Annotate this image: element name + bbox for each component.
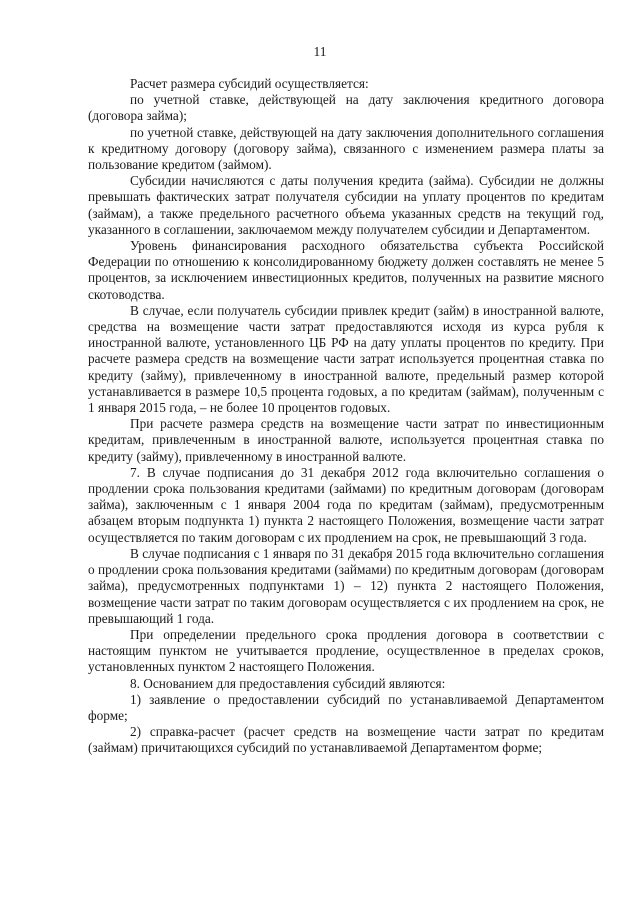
paragraph-item-8: 8. Основанием для предоставления субсидий являются: xyxy=(130,675,446,691)
document-body xyxy=(88,76,604,757)
page-number: 11 xyxy=(313,44,327,59)
paragraph-financing-level: Уровень финансирования расходного обязательства субъекта Российской Федерации по отношению к консолидированному бюджету должен составлять не менее 5 процентов, за исключением инвестиционных кредитов, полученных на развитие мясного скотоводства. xyxy=(88,238,604,302)
paragraph-rate-additional-agreement: по учетной ставке, действующей на дату заключения дополнительного соглашения к кредитному договору (договору займа), связанного с изменением размера платы за пользование кредитом (займом). xyxy=(88,124,604,173)
paragraph-foreign-currency-loan: В случае, если получатель субсидии привлек кредит (займ) в иностранной валюте, средства на возмещение части затрат предоставляются исходя из курса рубля к иностранной валюте, установленного ЦБ РФ на дату уплаты процентов по кредиту. При расчете размера средств на возмещение части затрат используется процентная ставка по кредиту (займу), привлеченному в иностранной валюте, предельный размер которой устанавливается в размере 10,5 процента годовых, а по кредитам (займам), полученным с 1 января 2015 года, – не более 10 процентов годовых. xyxy=(88,302,604,416)
paragraph-item-8-2: 2) справка-расчет (расчет средств на возмещение части затрат по кредитам (займам) причитающихся субсидий по устанавливаемой Департаментом форме; xyxy=(88,724,604,756)
paragraph-extension-limit: При определении предельного срока продления договора в соответствии с настоящим пунктом не учитывается продление, осуществленное в пределах сроков, установленных пунктом 2 настоящего Положения. xyxy=(88,626,604,675)
paragraph-rate-contract-date: по учетной ставке, действующей на дату заключения кредитного договора (договора займа); xyxy=(88,92,604,124)
paragraph-subsidy-calc-intro: Расчет размера субсидий осуществляется: xyxy=(130,76,369,91)
paragraph-subsidy-accrual: Субсидии начисляются с даты получения кредита (займа). Субсидии не должны превышать фактических затрат получателя субсидии на уплату процентов по кредитам (займам), а также предельного расчетного объема указанных средств на текущий год, указанного в соглашении, заключаемом между получателем субсидии и Департаментом. xyxy=(88,173,604,237)
paragraph-extension-2015: В случае подписания с 1 января по 31 декабря 2015 года включительно соглашения о продлении срока пользования кредитами (займами) по кредитным договорам (договорам займа), предусмотренных подпунктами 1) – 12) пункта 2 настоящего Положения, возмещение части затрат по таким договорам осуществляется с их продлением на срок, не превышающий 1 года. xyxy=(88,545,604,626)
paragraph-investment-foreign-currency: При расчете размера средств на возмещение части затрат по инвестиционным кредитам, привлеченным в иностранной валюте, используется процентная ставка по кредиту (займу), привлеченному в иностранной валюте. xyxy=(88,416,604,464)
paragraph-item-7: 7. В случае подписания до 31 декабря 2012 года включительно соглашения о продлении срока пользования кредитами (займами) по кредитным договорам (договорам займа), заключенным с 1 января 2004 года по кредитам (займам), предусмотренным абзацем вторым подпункта 1) пункта 2 настоящего Положения, возмещение части затрат осуществляется по таким договорам с их продлением на срок, не превышающий 3 года. xyxy=(88,464,604,545)
paragraph-item-8-1: 1) заявление о предоставлении субсидий по устанавливаемой Департаментом форме; xyxy=(88,691,604,723)
